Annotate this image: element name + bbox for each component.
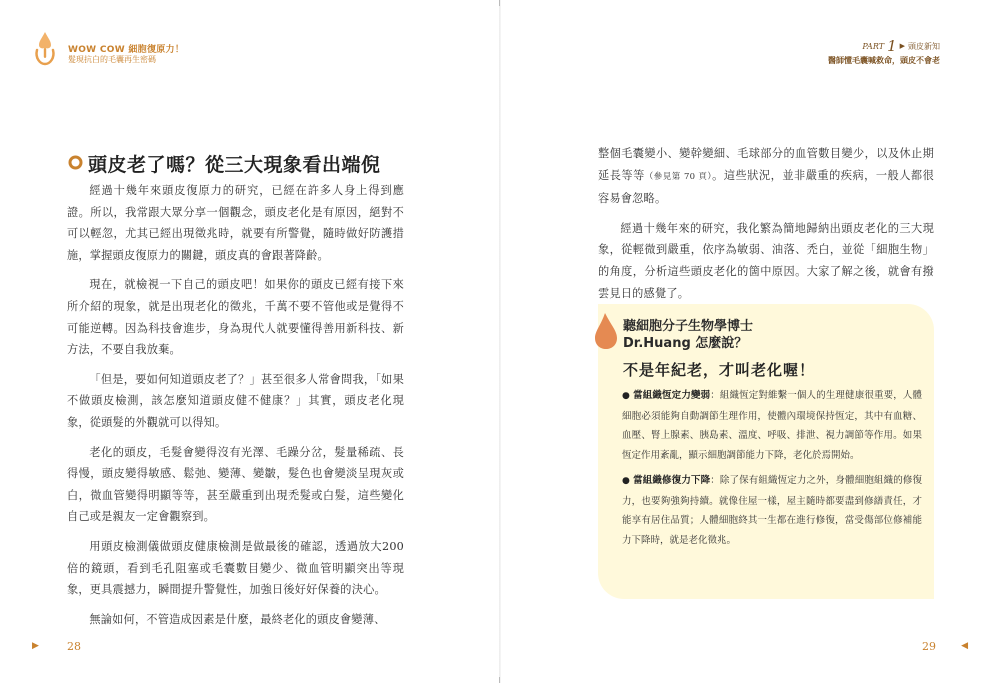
paragraph: 經過十幾年來頭皮復原力的研究，已經在許多人身上得到應證。所以，我常跟大眾分享一個觀念，頭皮老化是有原因，絕對不可以輕忽，尤其已經出現徵兆時，就要有所警覺，隨時做好防護措施，掌握頭皮復原力的關鍵，頭皮真的會跟著降齡。	[67, 184, 404, 262]
left-page-arrow-icon: ▶	[32, 641, 39, 651]
paragraph	[598, 143, 934, 210]
box-title-line1: 聽細胞分子生物學博士	[623, 319, 754, 334]
part-arrow-icon: ▶	[899, 42, 905, 50]
paragraph: 現在，就檢視一下自己的頭皮吧！如果你的頭皮已經有接下來所介紹的現象，就是出現老化的徵兆，千萬不要不管他或是覺得不可能逆轉。因為科技會進步，身為現代人就要懂得善用新科技、新方法，不要自我放棄。	[67, 278, 404, 357]
box-point	[622, 471, 922, 550]
crop-mark-bottom	[499, 677, 500, 683]
paragraph-text: 。這些狀況，並非嚴重的疾病，一般人都很容易會忽略。	[598, 168, 934, 206]
page-number-left: 28	[67, 640, 81, 653]
page-number-right: 29	[922, 640, 936, 653]
left-body-text	[67, 180, 404, 638]
box-points	[622, 386, 922, 556]
point-label: 當組織恆定力變弱	[633, 390, 711, 401]
box-point	[622, 386, 922, 465]
bullet-icon: ●	[622, 476, 630, 486]
paragraph: 無論如何，不管造成因素是什麼，最終老化的頭皮會變薄、	[89, 612, 386, 626]
part-word: PART	[862, 41, 885, 51]
series-title: WOW COW 細胞復原力！	[68, 45, 185, 55]
flame-logo-icon	[32, 30, 58, 66]
bullet-icon: ●	[622, 391, 630, 401]
paragraph: 用頭皮檢測儀做頭皮健康檢測是做最後的確認，透過放大200倍的鏡頭，看到毛孔阻塞或毛囊數目變少、微血管明顯突出等現象，更具震撼力，瞬間提升警覺性，加強日後好好保養的決心。	[67, 539, 404, 597]
point-text: ：組織恆定對維繫一個人的生理健康很重要，人體細胞必須能夠自動調節生理作用，使體內環境保持恆定，其中有血糖、血壓、腎上腺素、胰島素、溫度、呼吸、排泄、視力調節等作用。如果恆定作用紊亂，顯示細胞調節能力下降，老化於焉開始。	[622, 390, 922, 461]
water-drop-icon	[591, 311, 625, 351]
paragraph: 「但是，要如何知道頭皮老了？」甚至很多人常會問我，「如果不做頭皮檢測，該怎麼知道頭皮健不健康？」其實，頭皮老化現象，從頭髮的外觀就可以得知。	[67, 372, 404, 429]
part-label: 頭皮新知	[908, 41, 940, 51]
series-subtitle: 髮現抗白的毛囊再生密碼	[68, 55, 156, 64]
box-heading: 不是年紀老，才叫老化喔！	[623, 361, 816, 379]
section-heading: 頭皮老了嗎？從三大現象看出端倪	[88, 154, 381, 176]
point-label: 當組織修復力下降	[633, 475, 711, 486]
crop-mark-top	[499, 0, 500, 6]
paragraph: 老化的頭皮，毛髮會變得沒有光澤、毛躁分岔，髮量稀疏、長得慢，頭皮變得敏感、鬆弛、變薄、變皺，髮色也會變淡呈現灰或白，微血管變得明顯等等，甚至嚴重到出現禿髮或白髮，這些變化自己或是親友一定會觀察到。	[67, 445, 404, 524]
ring-bullet-icon	[68, 155, 83, 170]
paragraph-text: 整個毛囊變小、變幹變細、毛球部分的血管數目變少，以及休止期延長等等	[598, 147, 934, 182]
point-text: ：除了保有組織恆定力之外，身體細胞組織的修復力，也要夠強夠持續。就像住屋一樣，屋主隨時都要盡到修繕責任，才能享有居住品質；人體細胞終其一生都在進行修復，當受傷部位修補能力下降時，就是老化徵兆。	[622, 475, 922, 546]
box-title-line2: Dr.Huang 怎麼說？	[623, 336, 748, 351]
chapter-subtitle: 醫師懂毛囊喊救命，頭皮不會老	[828, 56, 940, 65]
part-label-line	[862, 37, 940, 55]
part-number: 1	[887, 37, 897, 55]
page-reference: （參見第 70 頁）	[644, 171, 713, 182]
right-body-text	[598, 143, 934, 312]
book-gutter	[499, 0, 501, 683]
paragraph: 經過十幾年來的研究，我化繁為簡地歸納出頭皮老化的三大現象，從輕微到嚴重，依序為敏弱、油落、禿白，並從「細胞生物」的角度，分析這些頭皮老化的箇中原因。大家了解之後，就會有撥雲見日的感覺了。	[598, 221, 934, 300]
right-page-arrow-icon: ◀	[961, 641, 968, 651]
